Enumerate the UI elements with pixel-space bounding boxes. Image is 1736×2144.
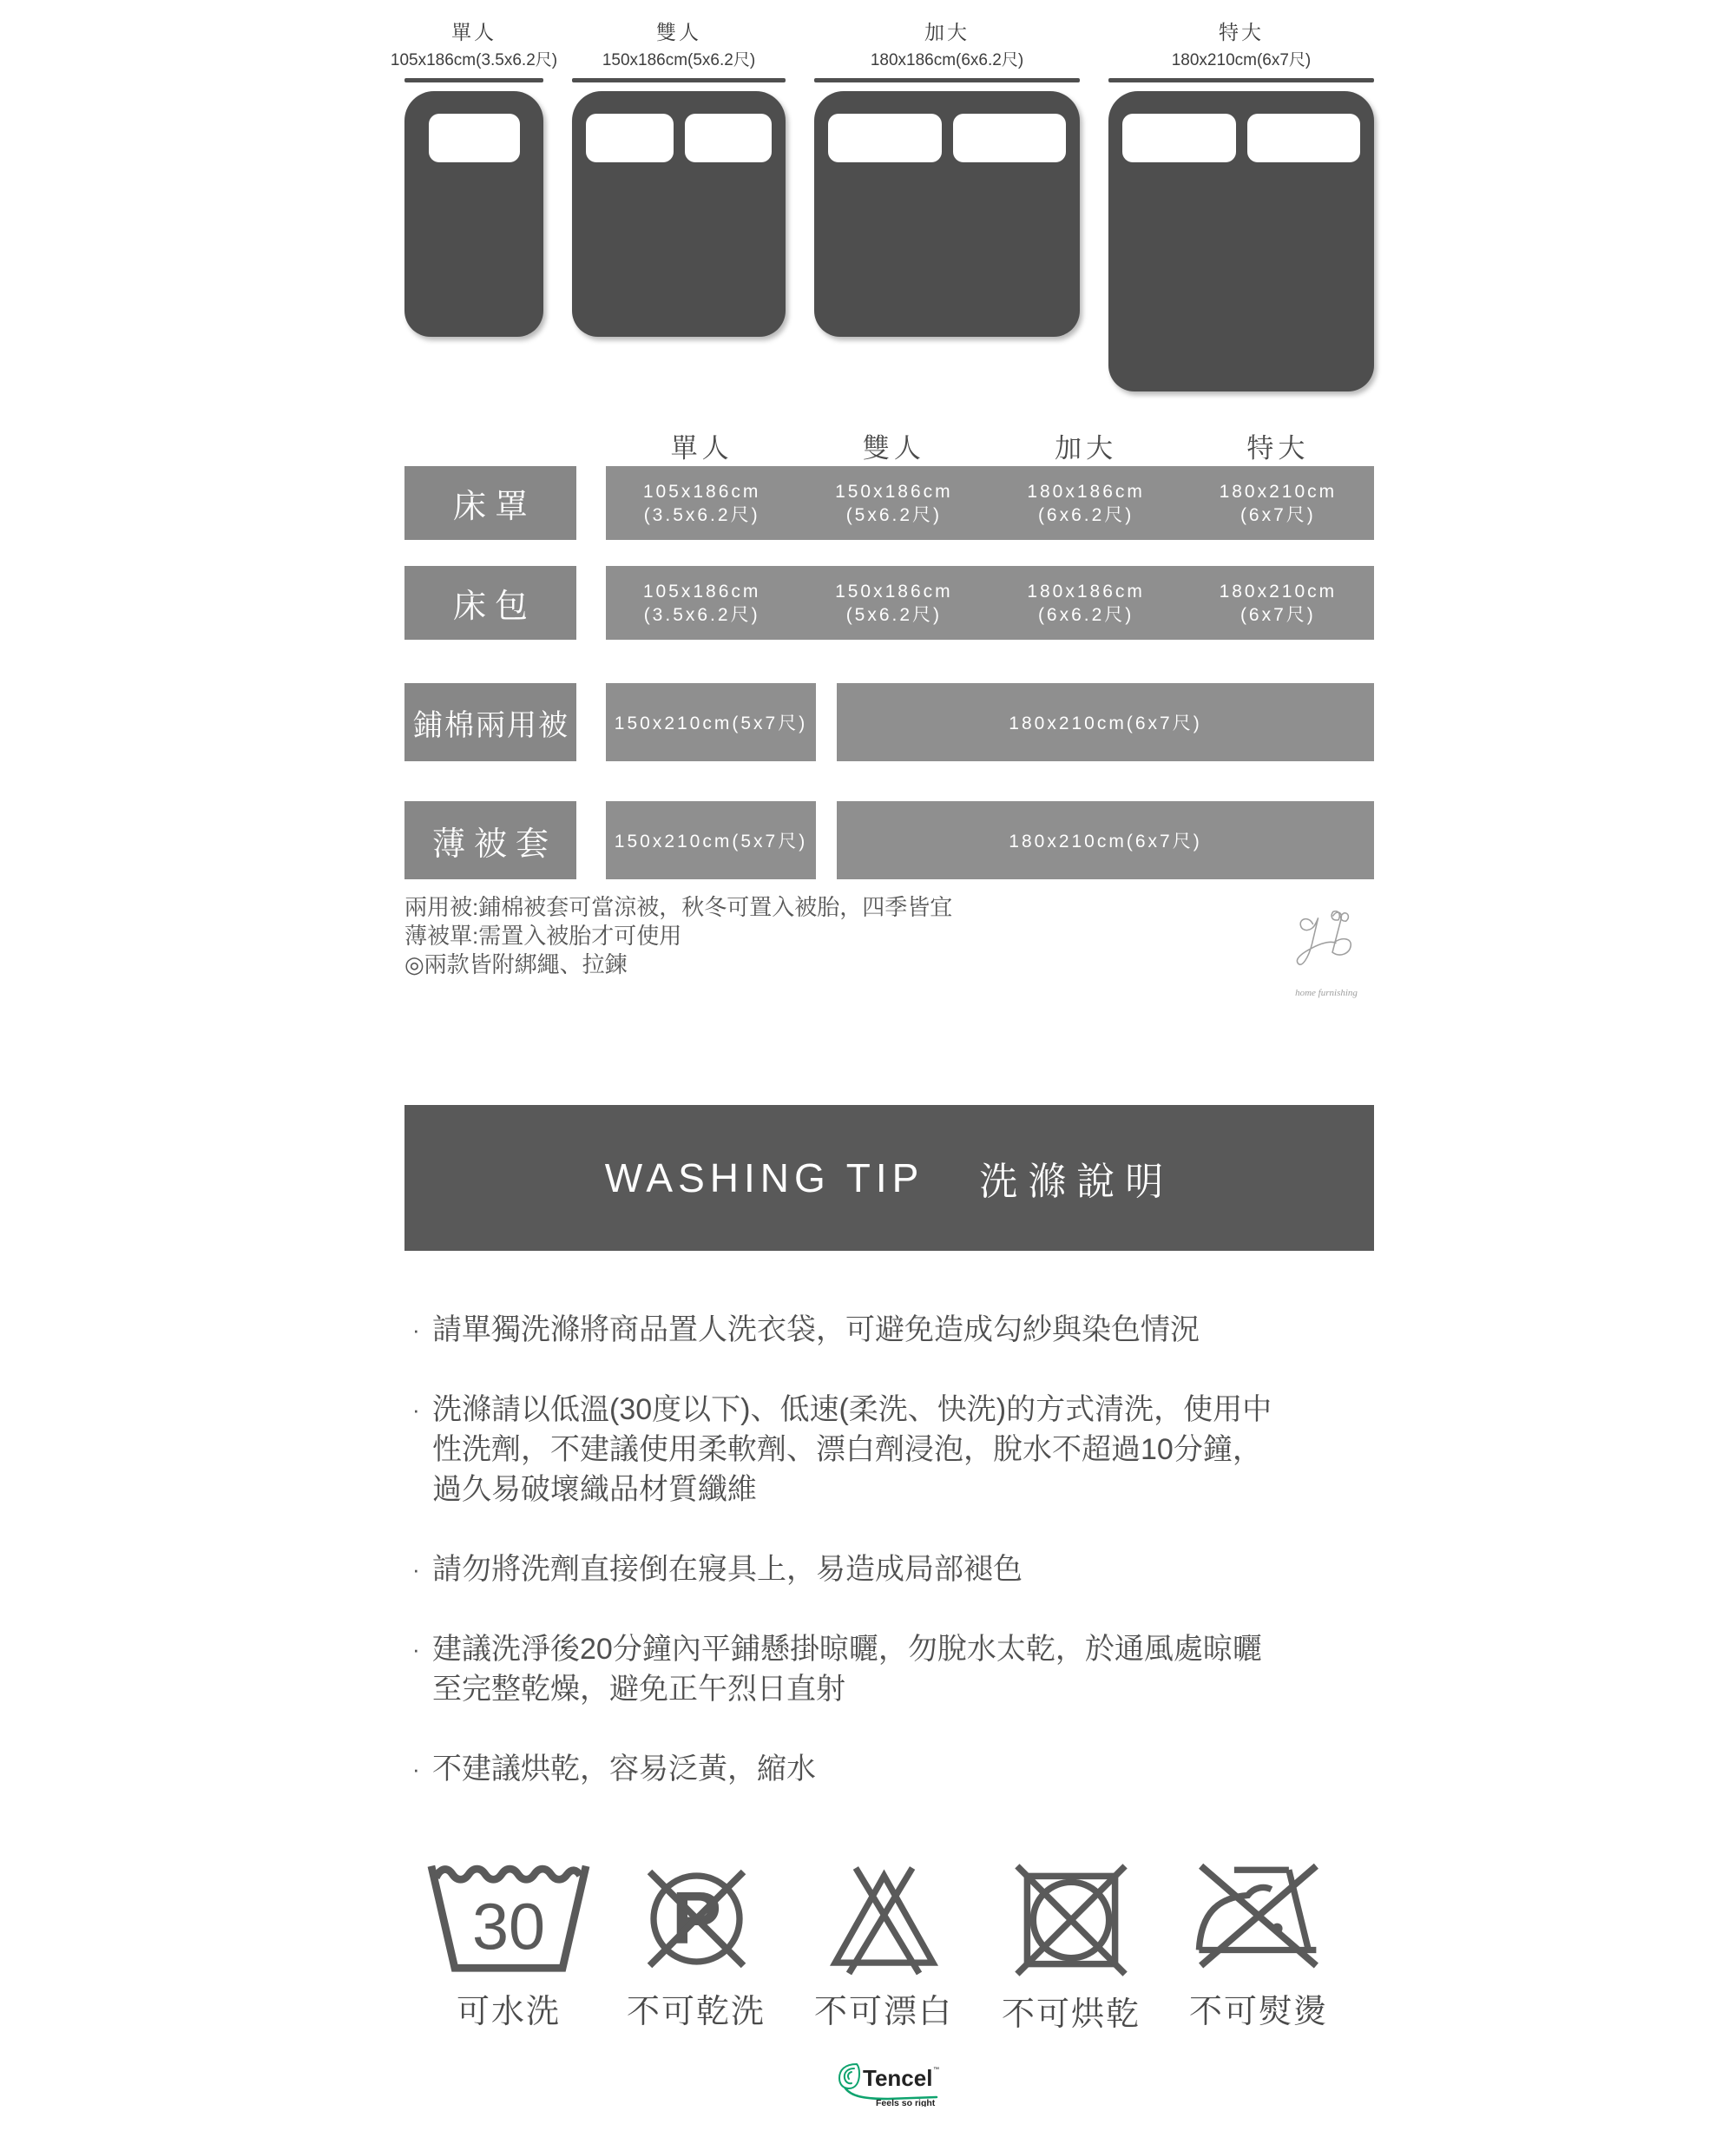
instruction-item [404,1390,1374,1509]
note-line: 兩用被:鋪棉被套可當涼被，秋冬可置入被胎，四季皆宜 [404,894,953,920]
size-chi: (6x6.2尺) [1037,604,1134,625]
instruction-line: 至完整乾燥，避免正午烈日直射 [432,1673,845,1706]
brand-monogram-icon [1292,905,1360,982]
instruction-item [404,1629,1374,1709]
instruction-item [404,1310,1374,1350]
instruction-line: 建議洗淨後20分鐘內平鋪懸掛晾曬，勿脫水太乾，於通風處晾曬 [432,1633,1262,1666]
no-iron-icon [1193,1860,1325,1977]
table-row [404,683,1374,761]
pillow-icon [1247,114,1361,162]
column-header: 特大 [1246,433,1310,464]
bed-underline [404,78,543,82]
size-chi: (3.5x6.2尺) [643,504,760,525]
size-cm: 105x186cm [642,581,761,602]
care-label: 不可乾洗 [626,1994,766,2030]
care-symbol [797,1860,970,2034]
brand-tagline: home furnishing [1295,988,1358,998]
bullet-icon: · [412,1397,420,1423]
size-chi: (5x6.2尺) [845,604,943,625]
queen-bed-icon [814,91,1080,337]
size-cell-merged: 180x210cm(6x7尺) [837,683,1374,761]
size-cm: 150x186cm [835,581,953,602]
bed-diagram-double [572,20,786,337]
bed-size-name: 特大 [1219,21,1264,43]
trademark-symbol: ™ [932,2067,939,2073]
tencel-tagline: Feels so right [875,2098,935,2107]
page-content [390,0,1374,2107]
pillow-icon [685,114,773,162]
bed-diagram-king [1108,20,1374,391]
size-cell-single: 150x210cm(5x7尺) [606,683,816,761]
row-label: 床包 [404,566,576,640]
size-cell-single: 150x210cm(5x7尺) [606,801,816,879]
size-cm: 105x186cm [642,481,761,502]
bed-diagram-single [390,20,558,337]
table-row [404,466,1374,540]
bullet-icon: · [412,1756,420,1782]
size-cell [990,466,1182,540]
instruction-item [404,1549,1374,1589]
size-cell-merged: 180x210cm(6x7尺) [837,801,1374,879]
note-line: ◎兩款皆附綁繩、拉鍊 [404,951,628,977]
size-cm: 180x210cm [1219,481,1338,502]
pillow-icon [828,114,942,162]
bed-size-dimension: 105x186cm(3.5x6.2尺) [390,51,558,69]
bed-size-name: 單人 [451,21,496,43]
size-chi: (6x7尺) [1240,504,1316,525]
care-symbol [984,1860,1158,2034]
bed-underline [1108,78,1374,82]
tencel-wordmark: Tencel [862,2065,932,2091]
wash-temp-number: 30 [471,1891,546,1964]
bullet-icon: · [412,1556,420,1582]
care-label: 不可烘乾 [1001,1996,1141,2033]
banner-title-en: WASHING TIP [604,1155,924,1200]
notes-section [404,893,1374,998]
pillow-icon [586,114,674,162]
bed-size-name: 加大 [924,21,970,43]
machine-wash-30-icon [426,1860,591,1977]
size-cm: 180x186cm [1027,481,1145,502]
row-label: 床罩 [404,466,576,540]
size-cell [1182,566,1374,640]
size-cm: 180x210cm [1219,581,1338,602]
dry-clean-letter: P [671,1877,721,1960]
single-bed-icon [404,91,543,337]
row-label: 鋪棉兩用被 [404,683,576,761]
size-chi: (3.5x6.2尺) [643,604,760,625]
washing-instructions [404,1310,1374,1789]
size-cell [798,466,990,540]
instruction-line: 不建議烘乾，容易泛黃，縮水 [432,1753,816,1786]
banner-title-zh: 洗滌說明 [979,1161,1174,1203]
row-label: 薄被套 [404,801,576,879]
size-cell [798,566,990,640]
note-line: 薄被單:需置入被胎才可使用 [404,923,682,949]
size-chi: (5x6.2尺) [845,504,943,525]
size-cm: 180x186cm [1027,581,1145,602]
brand-logo [1279,905,1374,998]
bed-size-name: 雙人 [656,21,701,43]
washing-tip-banner [404,1105,1374,1251]
bullet-icon: · [412,1636,420,1662]
bed-size-dimension: 150x186cm(5x6.2尺) [602,51,756,69]
column-header: 雙人 [862,433,925,464]
bullet-icon: · [412,1317,420,1343]
bed-size-dimension: 180x210cm(6x7尺) [1171,51,1312,69]
size-cm: 150x186cm [835,481,953,502]
no-dry-clean-icon [638,1860,755,1977]
pillow-icon [953,114,1067,162]
size-cell [606,566,798,640]
bed-underline [572,78,786,82]
instruction-line: 洗滌請以低溫(30度以下)、低速(柔洗、快洗)的方式清洗，使用中 [432,1393,1272,1426]
instruction-line: 請單獨洗滌將商品置人洗衣袋，可避免造成勾紗與染色情況 [432,1313,1200,1346]
instruction-item [404,1749,1374,1789]
bed-size-diagrams [390,20,1374,391]
row-values [606,566,1374,640]
size-table-header [606,426,1374,464]
no-tumble-dry-icon [1011,1860,1131,1980]
column-header: 單人 [670,433,733,464]
pillow-icon [429,114,520,162]
bed-size-dimension: 180x186cm(6x6.2尺) [870,51,1024,69]
bed-diagram-queen [814,20,1080,337]
double-bed-icon [572,91,786,337]
row-values [606,466,1374,540]
size-chi: (6x7尺) [1240,604,1316,625]
care-symbols [422,1860,1374,2034]
instruction-line: 過久易破壞織品材質纖維 [432,1473,757,1506]
tencel-leaf-icon [838,2062,942,2107]
column-header: 加大 [1055,433,1118,464]
care-label: 不可漂白 [813,1994,953,2030]
size-cell [1182,466,1374,540]
size-cell [990,566,1182,640]
care-label: 不可熨燙 [1188,1994,1328,2030]
care-symbol [609,1860,783,2034]
size-chi: (6x6.2尺) [1037,504,1134,525]
care-symbol [1172,1860,1345,2034]
tencel-logo [404,2062,1374,2107]
size-cell [606,466,798,540]
table-row [404,566,1374,640]
instruction-line: 請勿將洗劑直接倒在寢具上，易造成局部褪色 [432,1553,1023,1586]
king-bed-icon [1108,91,1374,391]
care-label: 可水洗 [456,1994,561,2030]
instruction-line: 性洗劑，不建議使用柔軟劑、漂白劑浸泡，脫水不超過10分鐘， [432,1433,1262,1466]
pillow-icon [1122,114,1236,162]
care-symbol [422,1860,595,2034]
table-row [404,801,1374,879]
bed-underline [814,78,1080,82]
no-bleach-icon [825,1860,943,1977]
